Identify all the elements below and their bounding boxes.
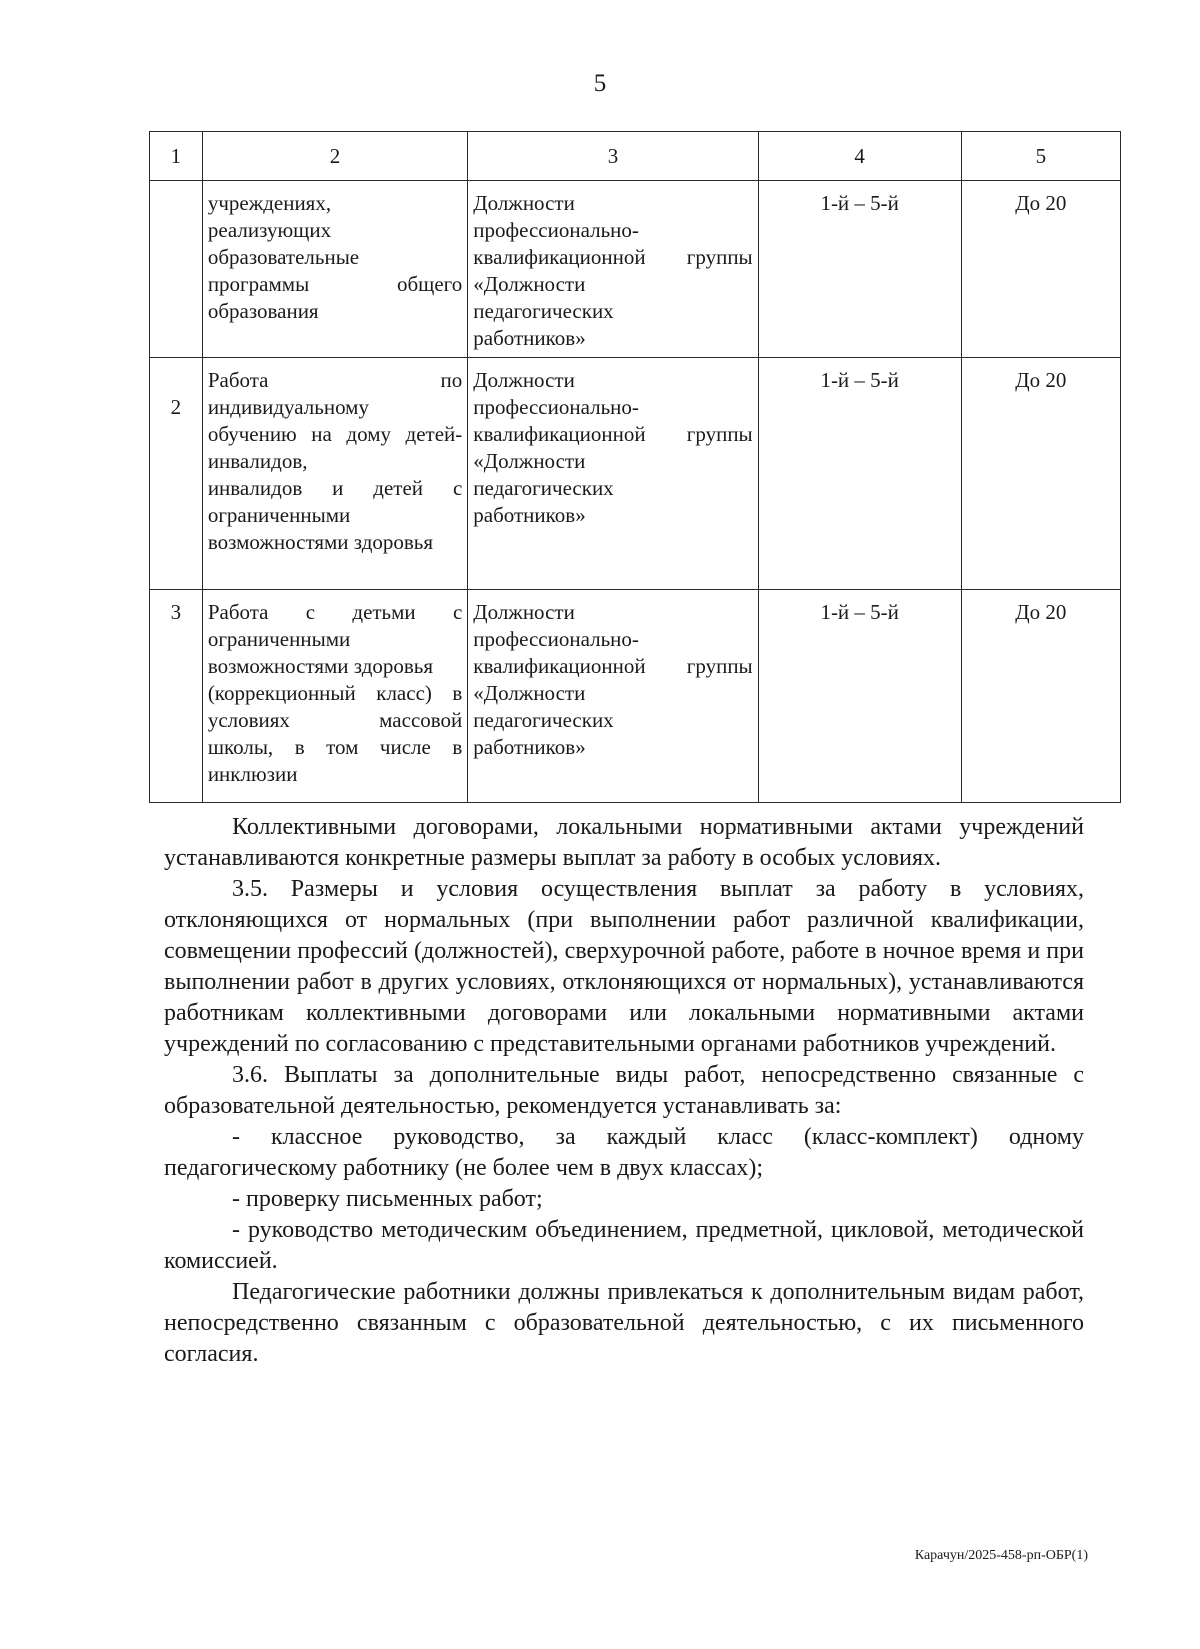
work-type-cell [202,181,467,358]
cell-line: работников» [473,503,586,527]
row-number: 2 [150,358,203,590]
cell-line: квалификационной группы [473,422,753,446]
list-item: - классное руководство, за каждый класс (класс-комплект) одному педагогическому работнику (не более чем в двух классах); [164,1124,1084,1181]
range-cell: 1-й – 5-й [758,358,961,590]
cell-line: работников» [473,326,586,350]
list-item: - руководство методическим объединением, предметной, цикловой, методической комиссией. [164,1217,1084,1274]
cell-line: работников» [473,735,586,759]
cell-line: индивидуальному [207,395,369,419]
cell-line: школы, в том числе в [207,735,463,759]
header-cell-3: 3 [468,132,758,181]
cell-line: образования [207,299,319,323]
page-number: 5 [593,70,607,97]
cell-line: «Должности [473,681,586,705]
cell-line: «Должности [473,449,586,473]
cell-line: Должности [473,600,575,624]
cell-line: образовательные [207,245,360,269]
table-row [150,181,1121,358]
range-cell: 1-й – 5-й [758,590,961,803]
cell-line: Работа с детьми с [207,600,463,624]
positions-cell [468,358,758,590]
cell-line: (коррекционный класс) в [207,681,463,705]
positions-cell [468,181,758,358]
row-number [150,181,203,358]
header-cell-2: 2 [202,132,467,181]
table-header-row [150,132,1121,181]
cell-line: реализующих [207,218,332,242]
cell-line: профессионально- [473,218,639,242]
payments-table [149,131,1121,803]
cell-line: инклюзии [207,762,298,786]
cell-line: ограниченными [207,627,351,651]
cell-line: квалификационной группы [473,245,753,269]
cell-line: педагогических [473,299,614,323]
cell-line: возможностями здоровья [207,530,434,554]
list-item: - проверку письменных работ; [232,1186,543,1212]
amount-cell: До 20 [961,590,1120,803]
paragraph: Педагогические работники должны привлекаться к дополнительным видам работ, непосредственно связанным с образовательной деятельностью, с их письменного согласия. [164,1279,1084,1367]
header-cell-4: 4 [758,132,961,181]
cell-line: обучению на дому детей- [207,422,463,446]
cell-line: профессионально- [473,627,639,651]
work-type-cell [202,590,467,803]
paragraph-3-6: 3.6. Выплаты за дополнительные виды работ, непосредственно связанные с образовательной деятельностью, рекомендуется устанавливать за: [164,1062,1084,1119]
header-cell-1: 1 [150,132,203,181]
cell-line: инвалидов и детей с [207,476,463,500]
cell-line: Работа по [207,368,463,392]
body-text [164,812,1084,1370]
range-cell: 1-й – 5-й [758,181,961,358]
cell-line: Должности [473,368,575,392]
cell-line: квалификационной группы [473,654,753,678]
table-row [150,358,1121,590]
positions-cell [468,590,758,803]
work-type-cell [202,358,467,590]
amount-cell: До 20 [961,181,1120,358]
table-row [150,590,1121,803]
header-cell-5: 5 [961,132,1120,181]
cell-line: программы общего [207,272,463,296]
cell-line: профессионально- [473,395,639,419]
cell-line: педагогических [473,476,614,500]
cell-line: условиях массовой [207,708,463,732]
amount-cell: До 20 [961,358,1120,590]
cell-line: «Должности [473,272,586,296]
cell-line: Должности [473,191,575,215]
cell-line: педагогических [473,708,614,732]
row-number: 3 [150,590,203,803]
cell-line: ограниченными [207,503,351,527]
cell-line: инвалидов, [207,449,308,473]
cell-line: учреждениях, [207,191,332,215]
paragraph: Коллективными договорами, локальными нормативными актами учреждений устанавливаются конкретные размеры выплат за работу в особых условиях. [164,814,1084,871]
cell-line: возможностями здоровья [207,654,434,678]
document-code: Карачун/2025-458-рп-ОБР(1) [914,1548,1088,1563]
paragraph-3-5: 3.5. Размеры и условия осуществления выплат за работу в условиях, отклоняющихся от нормальных (при выполнении работ различной квалификации, совмещении профессий (должностей), сверхурочной работе, работе в ночное время и при выполнении работ в других условиях, отклоняющихся от нормальных), устанавливаются работникам коллективными договорами или локальными нормативными актами учреждений по согласованию с представительными органами работников учреждений. [164,876,1084,1057]
